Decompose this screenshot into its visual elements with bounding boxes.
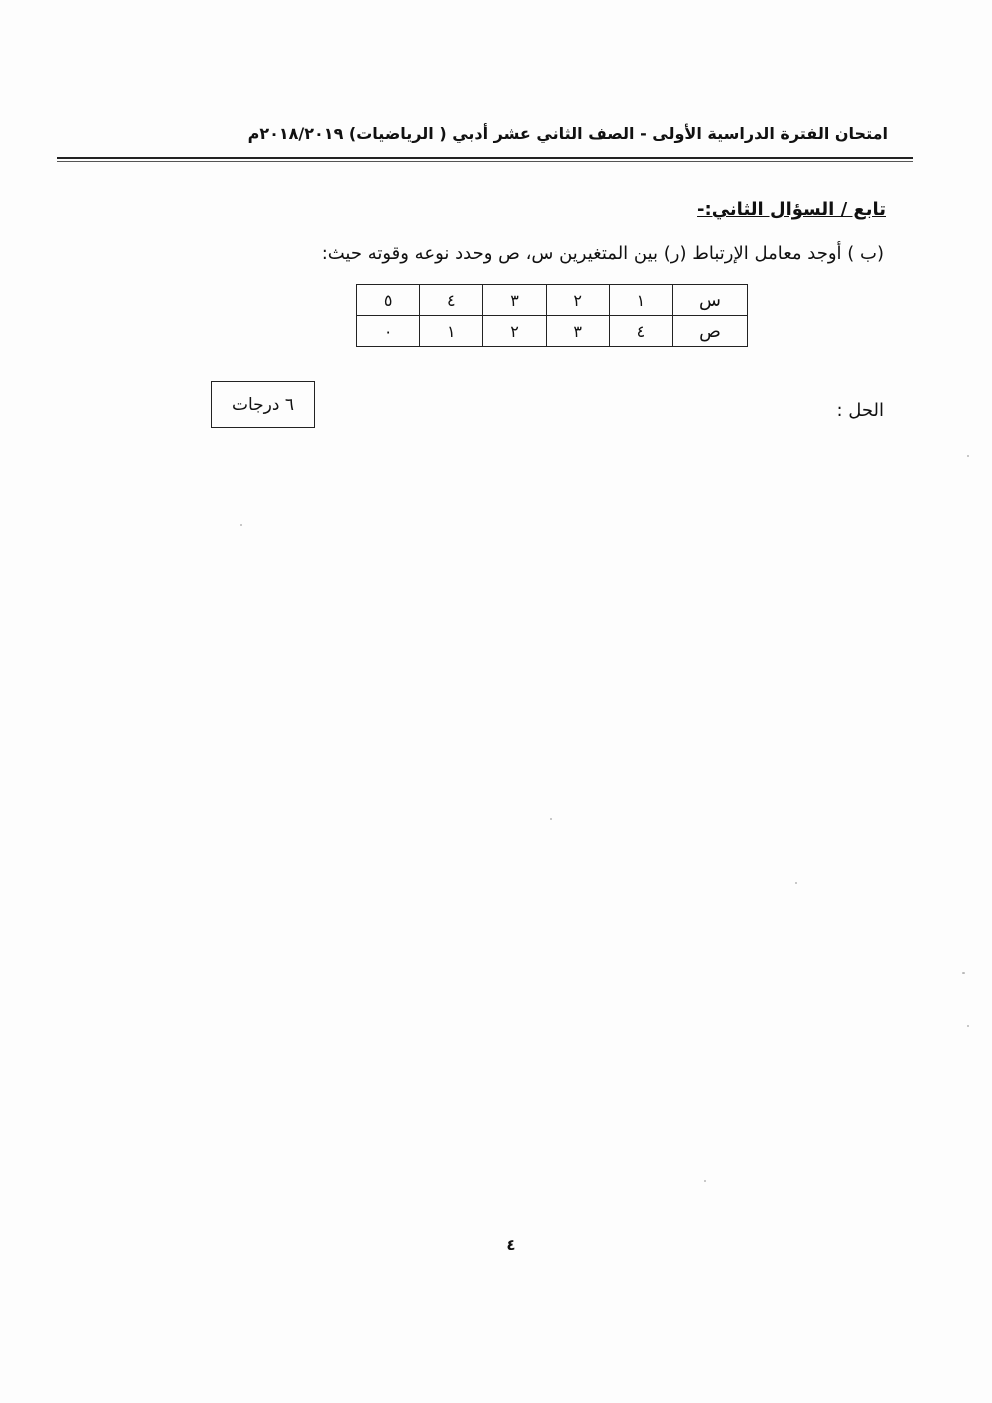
score-box: ٦ درجات xyxy=(211,381,315,428)
table-cell: ٢ xyxy=(483,316,546,347)
table-cell: ٢ xyxy=(546,285,609,316)
scan-speck xyxy=(962,972,965,974)
table-cell: ٠ xyxy=(357,316,420,347)
page-number: ٤ xyxy=(506,1236,516,1254)
table-row-y xyxy=(357,316,748,347)
scan-speck xyxy=(240,524,242,526)
scan-speck xyxy=(550,818,552,820)
table-cell: ٣ xyxy=(483,285,546,316)
scan-speck xyxy=(967,455,969,457)
section-heading: تابع / السؤال الثاني:- xyxy=(697,199,886,220)
scan-speck xyxy=(795,882,797,884)
table-cell: ١ xyxy=(609,285,672,316)
header-divider-secondary xyxy=(57,161,913,162)
solution-label: الحل : xyxy=(836,400,884,421)
data-table xyxy=(356,284,748,347)
table-row-x xyxy=(357,285,748,316)
scan-speck xyxy=(704,1180,706,1182)
table-cell: ٤ xyxy=(420,285,483,316)
table-row-label: س xyxy=(673,285,748,316)
table-row-label: ص xyxy=(673,316,748,347)
header-divider xyxy=(57,157,913,159)
table-cell: ٣ xyxy=(546,316,609,347)
exam-header-title: امتحان الفترة الدراسية الأولى - الصف الثاني عشر أدبي ( الرياضيات) ٢٠١٨/٢٠١٩م xyxy=(247,124,888,143)
question-text: (ب ) أوجد معامل الإرتباط (ر) بين المتغيرين س، ص وحدد نوعه وقوته حيث: xyxy=(321,243,884,264)
table-cell: ٤ xyxy=(609,316,672,347)
table-cell: ١ xyxy=(420,316,483,347)
table-cell: ٥ xyxy=(357,285,420,316)
scan-speck xyxy=(967,1025,969,1027)
